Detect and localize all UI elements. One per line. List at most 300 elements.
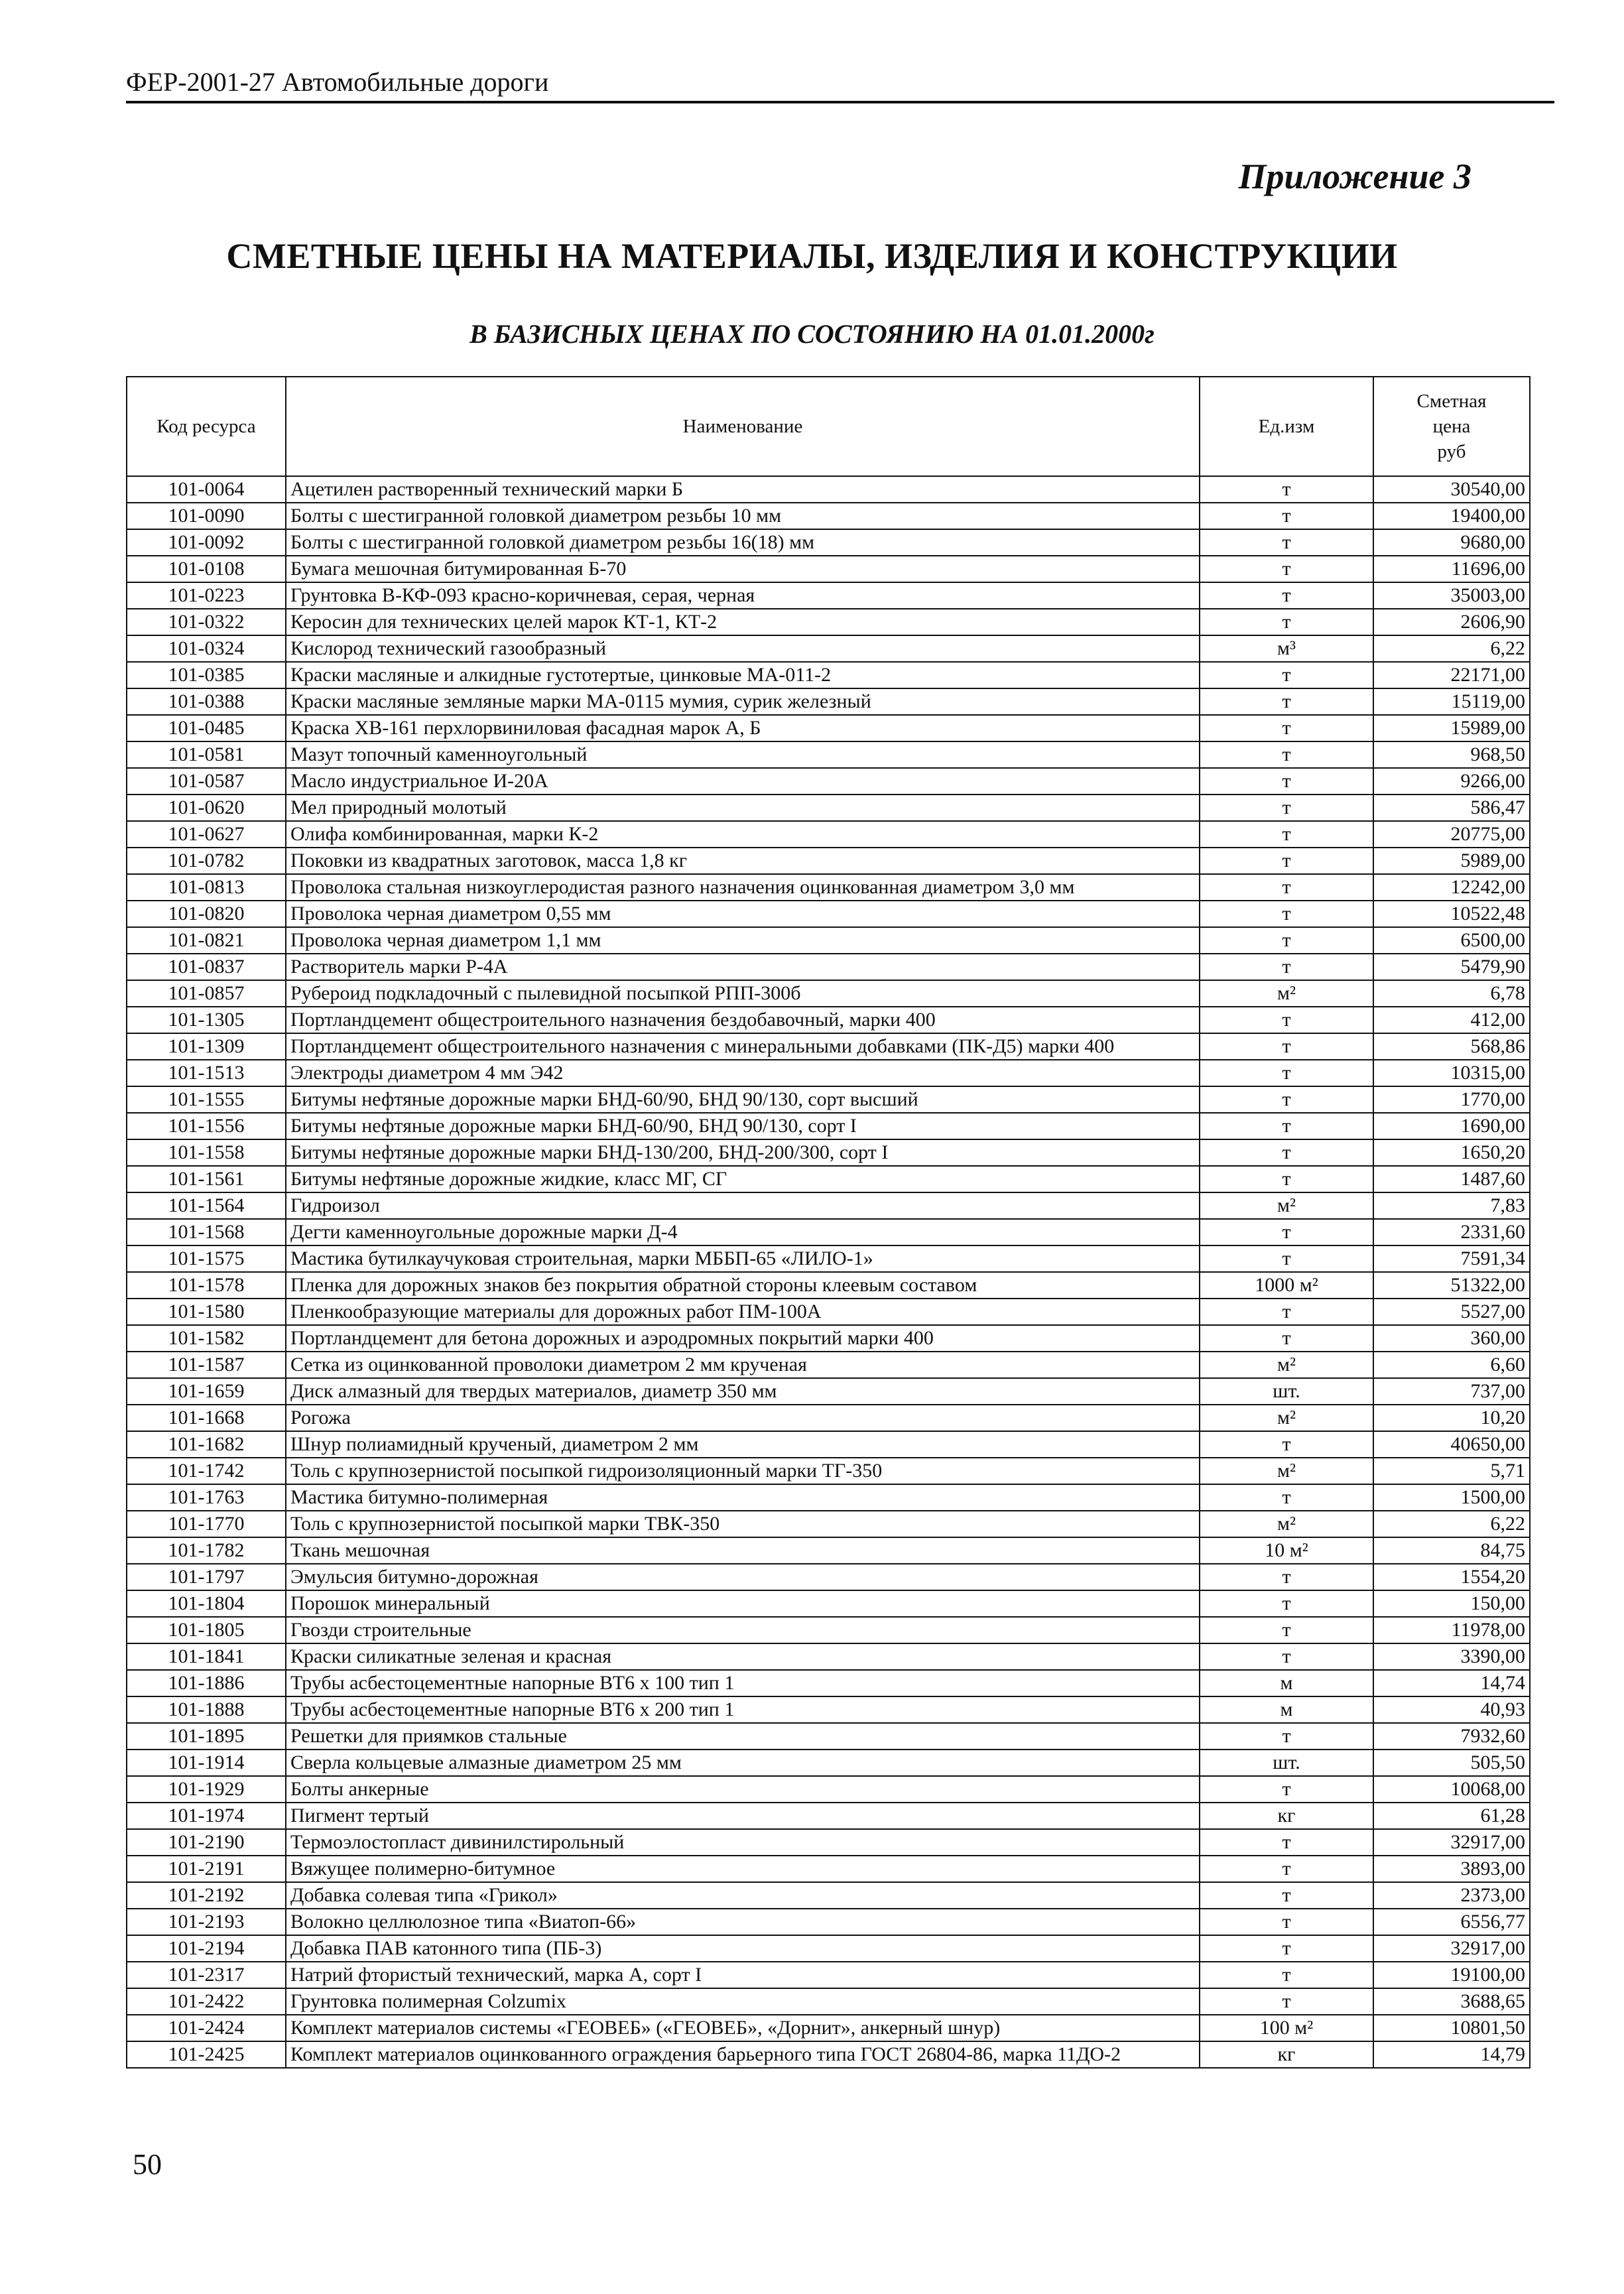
cell-price: 1690,00 — [1373, 1113, 1530, 1139]
cell-name: Вяжущее полимерно-битумное — [286, 1856, 1200, 1882]
cell-code: 101-0090 — [127, 503, 286, 529]
table-row — [127, 795, 1530, 821]
cell-price: 412,00 — [1373, 1007, 1530, 1033]
column-header-price-line2: цена — [1432, 416, 1471, 437]
cell-price: 9266,00 — [1373, 768, 1530, 795]
table-row — [127, 1352, 1530, 1378]
table-row — [127, 1909, 1530, 1935]
cell-name: Диск алмазный для твердых материалов, диаметр 350 мм — [286, 1378, 1200, 1405]
table-row — [127, 1378, 1530, 1405]
table-row — [127, 954, 1530, 980]
cell-price: 5479,90 — [1373, 954, 1530, 980]
cell-name: Проволока стальная низкоуглеродистая разного назначения оцинкованная диаметром 3,0 мм — [286, 874, 1200, 901]
cell-code: 101-1561 — [127, 1166, 286, 1192]
table-row — [127, 1272, 1530, 1299]
table-body — [127, 476, 1530, 2068]
cell-unit: т — [1200, 556, 1373, 582]
cell-unit: м² — [1200, 1192, 1373, 1219]
cell-code: 101-0620 — [127, 795, 286, 821]
table-row — [127, 1962, 1530, 1988]
cell-name: Эмульсия битумно-дорожная — [286, 1564, 1200, 1590]
cell-name: Проволока черная диаметром 1,1 мм — [286, 927, 1200, 954]
page-number: 50 — [133, 2148, 162, 2181]
cell-price: 14,74 — [1373, 1670, 1530, 1696]
cell-price: 6,60 — [1373, 1352, 1530, 1378]
table-row — [127, 768, 1530, 795]
cell-price: 3688,65 — [1373, 1988, 1530, 2015]
cell-code: 101-2190 — [127, 1829, 286, 1856]
cell-code: 101-2194 — [127, 1935, 286, 1962]
cell-name: Олифа комбинированная, марки К-2 — [286, 821, 1200, 848]
cell-unit: т — [1200, 741, 1373, 768]
cell-unit: т — [1200, 1776, 1373, 1803]
table-row — [127, 688, 1530, 715]
cell-price: 2606,90 — [1373, 609, 1530, 635]
table-row — [127, 1113, 1530, 1139]
cell-code: 101-0064 — [127, 476, 286, 503]
cell-code: 101-1886 — [127, 1670, 286, 1696]
cell-unit: 100 м² — [1200, 2015, 1373, 2041]
cell-price: 32917,00 — [1373, 1935, 1530, 1962]
cell-name: Битумы нефтяные дорожные марки БНД-130/200, БНД-200/300, сорт I — [286, 1139, 1200, 1166]
table-row — [127, 1033, 1530, 1060]
table-row — [127, 1484, 1530, 1511]
cell-unit: т — [1200, 1033, 1373, 1060]
column-header-price-line3: руб — [1437, 441, 1466, 462]
cell-name: Портландцемент для бетона дорожных и аэродромных покрытий марки 400 — [286, 1325, 1200, 1352]
cell-price: 32917,00 — [1373, 1829, 1530, 1856]
page-subtitle: В БАЗИСНЫХ ЦЕНАХ ПО СОСТОЯНИЮ НА 01.01.2000г — [469, 319, 1155, 349]
cell-price: 737,00 — [1373, 1378, 1530, 1405]
table-row — [127, 1590, 1530, 1617]
cell-code: 101-2422 — [127, 1988, 286, 2015]
cell-price: 5,71 — [1373, 1458, 1530, 1484]
cell-code: 101-0223 — [127, 582, 286, 609]
cell-price: 6556,77 — [1373, 1909, 1530, 1935]
cell-code: 101-0857 — [127, 980, 286, 1007]
table-row — [127, 1458, 1530, 1484]
cell-name: Грунтовка В-КФ-093 красно-коричневая, серая, черная — [286, 582, 1200, 609]
table-row — [127, 1856, 1530, 1882]
cell-unit: м³ — [1200, 635, 1373, 662]
cell-name: Гвозди строительные — [286, 1617, 1200, 1643]
cell-code: 101-1513 — [127, 1060, 286, 1086]
cell-price: 5527,00 — [1373, 1299, 1530, 1325]
cell-code: 101-1668 — [127, 1405, 286, 1431]
cell-name: Трубы асбестоцементные напорные ВТ6 х 100 тип 1 — [286, 1670, 1200, 1696]
cell-price: 2373,00 — [1373, 1882, 1530, 1909]
cell-price: 10068,00 — [1373, 1776, 1530, 1803]
cell-code: 101-1763 — [127, 1484, 286, 1511]
table-row — [127, 635, 1530, 662]
table-row — [127, 1882, 1530, 1909]
cell-unit: т — [1200, 821, 1373, 848]
cell-price: 2331,60 — [1373, 1219, 1530, 1245]
cell-code: 101-1841 — [127, 1643, 286, 1670]
cell-code: 101-1742 — [127, 1458, 286, 1484]
cell-code: 101-1555 — [127, 1086, 286, 1113]
table-row — [127, 1935, 1530, 1962]
cell-name: Мастика битумно-полимерная — [286, 1484, 1200, 1511]
table-row — [127, 1776, 1530, 1803]
cell-name: Пигмент тертый — [286, 1803, 1200, 1829]
table-row — [127, 476, 1530, 503]
cell-code: 101-2193 — [127, 1909, 286, 1935]
cell-code: 101-1564 — [127, 1192, 286, 1219]
cell-name: Керосин для технических целей марок КТ-1, КТ-2 — [286, 609, 1200, 635]
cell-name: Добавка солевая типа «Грикол» — [286, 1882, 1200, 1909]
cell-name: Волокно целлюлозное типа «Виатоп-66» — [286, 1909, 1200, 1935]
appendix-label: Приложение 3 — [1238, 157, 1471, 196]
cell-unit: м² — [1200, 1511, 1373, 1537]
cell-code: 101-1805 — [127, 1617, 286, 1643]
table-row — [127, 1245, 1530, 1272]
table-row — [127, 901, 1530, 927]
cell-unit: т — [1200, 1139, 1373, 1166]
table-row — [127, 1299, 1530, 1325]
cell-unit: т — [1200, 476, 1373, 503]
cell-code: 101-1575 — [127, 1245, 286, 1272]
cell-price: 20775,00 — [1373, 821, 1530, 848]
table-row — [127, 1537, 1530, 1564]
column-header-unit: Ед.изм — [1200, 377, 1373, 476]
cell-unit: кг — [1200, 2041, 1373, 2068]
cell-code: 101-0837 — [127, 954, 286, 980]
cell-code: 101-0092 — [127, 529, 286, 556]
cell-name: Грунтовка полимерная Colzumix — [286, 1988, 1200, 2015]
cell-name: Ткань мешочная — [286, 1537, 1200, 1564]
cell-name: Сетка из оцинкованной проволоки диаметром 2 мм крученая — [286, 1352, 1200, 1378]
cell-name: Мазут топочный каменноугольный — [286, 741, 1200, 768]
cell-name: Трубы асбестоцементные напорные ВТ6 х 200 тип 1 — [286, 1696, 1200, 1723]
table-header-row — [127, 377, 1530, 476]
cell-unit: т — [1200, 1113, 1373, 1139]
cell-code: 101-1582 — [127, 1325, 286, 1352]
cell-unit: т — [1200, 1909, 1373, 1935]
column-header-name: Наименование — [286, 377, 1200, 476]
cell-price: 6500,00 — [1373, 927, 1530, 954]
cell-unit: т — [1200, 1299, 1373, 1325]
cell-name: Толь с крупнозернистой посыпкой гидроизоляционный марки ТГ-350 — [286, 1458, 1200, 1484]
cell-unit: т — [1200, 529, 1373, 556]
table-row — [127, 1988, 1530, 2015]
cell-code: 101-1659 — [127, 1378, 286, 1405]
cell-code: 101-1804 — [127, 1590, 286, 1617]
cell-code: 101-0587 — [127, 768, 286, 795]
table-row — [127, 2041, 1530, 2068]
cell-unit: т — [1200, 582, 1373, 609]
cell-unit: т — [1200, 1431, 1373, 1458]
cell-name: Бумага мешочная битумированная Б-70 — [286, 556, 1200, 582]
cell-unit: т — [1200, 1723, 1373, 1750]
cell-code: 101-1770 — [127, 1511, 286, 1537]
cell-code: 101-1568 — [127, 1219, 286, 1245]
cell-price: 40,93 — [1373, 1696, 1530, 1723]
cell-price: 10315,00 — [1373, 1060, 1530, 1086]
cell-price: 35003,00 — [1373, 582, 1530, 609]
cell-name: Натрий фтористый технический, марка А, сорт I — [286, 1962, 1200, 1988]
cell-code: 101-1305 — [127, 1007, 286, 1033]
table-row — [127, 980, 1530, 1007]
cell-unit: т — [1200, 1643, 1373, 1670]
table-row — [127, 1829, 1530, 1856]
cell-price: 61,28 — [1373, 1803, 1530, 1829]
cell-name: Болты с шестигранной головкой диаметром резьбы 16(18) мм — [286, 529, 1200, 556]
column-header-price — [1373, 377, 1530, 476]
cell-unit: т — [1200, 795, 1373, 821]
cell-name: Кислород технический газообразный — [286, 635, 1200, 662]
cell-unit: 10 м² — [1200, 1537, 1373, 1564]
cell-name: Комплект материалов оцинкованного ограждения барьерного типа ГОСТ 26804-86, марка 11ДО-2 — [286, 2041, 1200, 2068]
cell-unit: т — [1200, 927, 1373, 954]
cell-code: 101-0581 — [127, 741, 286, 768]
cell-price: 19400,00 — [1373, 503, 1530, 529]
cell-name: Гидроизол — [286, 1192, 1200, 1219]
table-row — [127, 1192, 1530, 1219]
price-table — [126, 376, 1530, 2069]
cell-name: Решетки для приямков стальные — [286, 1723, 1200, 1750]
cell-price: 10801,50 — [1373, 2015, 1530, 2041]
cell-unit: т — [1200, 954, 1373, 980]
cell-price: 7,83 — [1373, 1192, 1530, 1219]
running-header: ФЕР-2001-27 Автомобильные дороги — [126, 66, 1554, 103]
table-row — [127, 1086, 1530, 1113]
table-row — [127, 741, 1530, 768]
cell-unit: 1000 м² — [1200, 1272, 1373, 1299]
cell-name: Мастика бутилкаучуковая строительная, марки МББП-65 «ЛИЛО-1» — [286, 1245, 1200, 1272]
cell-name: Порошок минеральный — [286, 1590, 1200, 1617]
cell-price: 15119,00 — [1373, 688, 1530, 715]
table-row — [127, 582, 1530, 609]
cell-price: 84,75 — [1373, 1537, 1530, 1564]
cell-unit: т — [1200, 1617, 1373, 1643]
table-row — [127, 1564, 1530, 1590]
table-row — [127, 1431, 1530, 1458]
cell-price: 6,78 — [1373, 980, 1530, 1007]
cell-unit: т — [1200, 768, 1373, 795]
cell-unit: м — [1200, 1696, 1373, 1723]
cell-name: Краски масляные и алкидные густотертые, цинковые МА-011-2 — [286, 662, 1200, 688]
cell-unit: т — [1200, 503, 1373, 529]
cell-price: 568,86 — [1373, 1033, 1530, 1060]
cell-price: 7932,60 — [1373, 1723, 1530, 1750]
cell-unit: т — [1200, 901, 1373, 927]
cell-code: 101-0324 — [127, 635, 286, 662]
cell-code: 101-0782 — [127, 848, 286, 874]
cell-code: 101-2192 — [127, 1882, 286, 1909]
cell-name: Термоэлостопласт дивинилстирольный — [286, 1829, 1200, 1856]
table-row — [127, 1696, 1530, 1723]
cell-unit: т — [1200, 874, 1373, 901]
cell-name: Рубероид подкладочный с пылевидной посыпкой РПП-300б — [286, 980, 1200, 1007]
cell-unit: т — [1200, 609, 1373, 635]
cell-unit: шт. — [1200, 1750, 1373, 1776]
cell-unit: шт. — [1200, 1378, 1373, 1405]
cell-price: 19100,00 — [1373, 1962, 1530, 1988]
cell-price: 1487,60 — [1373, 1166, 1530, 1192]
page-title: СМЕТНЫЕ ЦЕНЫ НА МАТЕРИАЛЫ, ИЗДЕЛИЯ И КОНСТРУКЦИИ — [226, 236, 1398, 276]
table-row — [127, 556, 1530, 582]
cell-name: Краски масляные земляные марки МА-0115 мумия, сурик железный — [286, 688, 1200, 715]
cell-unit: т — [1200, 715, 1373, 741]
table-row — [127, 1723, 1530, 1750]
cell-price: 1650,20 — [1373, 1139, 1530, 1166]
cell-name: Битумы нефтяные дорожные марки БНД-60/90, БНД 90/130, сорт I — [286, 1113, 1200, 1139]
cell-price: 6,22 — [1373, 1511, 1530, 1537]
cell-code: 101-0627 — [127, 821, 286, 848]
cell-price: 3390,00 — [1373, 1643, 1530, 1670]
table-row — [127, 874, 1530, 901]
cell-code: 101-1914 — [127, 1750, 286, 1776]
cell-name: Болты анкерные — [286, 1776, 1200, 1803]
cell-code: 101-2424 — [127, 2015, 286, 2041]
column-header-price-line1: Сметная — [1416, 391, 1487, 412]
cell-name: Проволока черная диаметром 0,55 мм — [286, 901, 1200, 927]
cell-name: Краски силикатные зеленая и красная — [286, 1643, 1200, 1670]
cell-code: 101-0813 — [127, 874, 286, 901]
cell-name: Масло индустриальное И-20А — [286, 768, 1200, 795]
cell-unit: т — [1200, 1590, 1373, 1617]
cell-name: Сверла кольцевые алмазные диаметром 25 мм — [286, 1750, 1200, 1776]
cell-name: Растворитель марки Р-4А — [286, 954, 1200, 980]
table-row — [127, 821, 1530, 848]
cell-name: Шнур полиамидный крученый, диаметром 2 мм — [286, 1431, 1200, 1458]
cell-code: 101-0322 — [127, 609, 286, 635]
cell-code: 101-1587 — [127, 1352, 286, 1378]
table-row — [127, 1166, 1530, 1192]
cell-unit: т — [1200, 1007, 1373, 1033]
cell-unit: т — [1200, 1086, 1373, 1113]
table-row — [127, 1803, 1530, 1829]
cell-unit: т — [1200, 1219, 1373, 1245]
cell-name: Электроды диаметром 4 мм Э42 — [286, 1060, 1200, 1086]
cell-price: 968,50 — [1373, 741, 1530, 768]
cell-name: Болты с шестигранной головкой диаметром резьбы 10 мм — [286, 503, 1200, 529]
table-row — [127, 529, 1530, 556]
cell-price: 40650,00 — [1373, 1431, 1530, 1458]
cell-code: 101-0820 — [127, 901, 286, 927]
cell-price: 15989,00 — [1373, 715, 1530, 741]
cell-unit: т — [1200, 1060, 1373, 1086]
cell-name: Битумы нефтяные дорожные марки БНД-60/90, БНД 90/130, сорт высший — [286, 1086, 1200, 1113]
cell-name: Битумы нефтяные дорожные жидкие, класс МГ, СГ — [286, 1166, 1200, 1192]
cell-unit: т — [1200, 1829, 1373, 1856]
cell-price: 505,50 — [1373, 1750, 1530, 1776]
cell-code: 101-2191 — [127, 1856, 286, 1882]
cell-code: 101-1558 — [127, 1139, 286, 1166]
cell-unit: т — [1200, 1166, 1373, 1192]
cell-unit: м² — [1200, 1352, 1373, 1378]
table-row — [127, 1060, 1530, 1086]
cell-price: 10,20 — [1373, 1405, 1530, 1431]
cell-name: Рогожа — [286, 1405, 1200, 1431]
table-row — [127, 1325, 1530, 1352]
cell-price: 10522,48 — [1373, 901, 1530, 927]
cell-name: Дегти каменноугольные дорожные марки Д-4 — [286, 1219, 1200, 1245]
cell-name: Портландцемент общестроительного назначения с минеральными добавками (ПК-Д5) марки 400 — [286, 1033, 1200, 1060]
table-row — [127, 1007, 1530, 1033]
table-row — [127, 1405, 1530, 1431]
cell-price: 51322,00 — [1373, 1272, 1530, 1299]
cell-code: 101-0388 — [127, 688, 286, 715]
cell-name: Ацетилен растворенный технический марки Б — [286, 476, 1200, 503]
cell-unit: т — [1200, 1564, 1373, 1590]
cell-code: 101-2425 — [127, 2041, 286, 2068]
cell-name: Портландцемент общестроительного назначения бездобавочный, марки 400 — [286, 1007, 1200, 1033]
cell-name: Краска ХВ-161 перхлорвиниловая фасадная марок А, Б — [286, 715, 1200, 741]
table-row — [127, 1139, 1530, 1166]
table-row — [127, 1617, 1530, 1643]
cell-price: 30540,00 — [1373, 476, 1530, 503]
cell-code: 101-0108 — [127, 556, 286, 582]
cell-unit: т — [1200, 688, 1373, 715]
cell-name: Пленка для дорожных знаков без покрытия обратной стороны клеевым составом — [286, 1272, 1200, 1299]
cell-name: Поковки из квадратных заготовок, масса 1,8 кг — [286, 848, 1200, 874]
cell-price: 6,22 — [1373, 635, 1530, 662]
cell-price: 1770,00 — [1373, 1086, 1530, 1113]
cell-code: 101-1974 — [127, 1803, 286, 1829]
cell-unit: т — [1200, 1882, 1373, 1909]
cell-name: Комплект материалов системы «ГЕОВЕБ» («ГЕОВЕБ», «Дорнит», анкерный шнур) — [286, 2015, 1200, 2041]
table-row — [127, 715, 1530, 741]
cell-unit: т — [1200, 1245, 1373, 1272]
cell-name: Толь с крупнозернистой посыпкой марки ТВК-350 — [286, 1511, 1200, 1537]
cell-price: 1554,20 — [1373, 1564, 1530, 1590]
cell-unit: м² — [1200, 1458, 1373, 1484]
cell-code: 101-1682 — [127, 1431, 286, 1458]
column-header-code: Код ресурса — [127, 377, 286, 476]
price-table-wrapper — [126, 376, 1530, 2069]
cell-unit: т — [1200, 662, 1373, 688]
cell-name: Мел природный молотый — [286, 795, 1200, 821]
table-row — [127, 1219, 1530, 1245]
table-row — [127, 1643, 1530, 1670]
cell-code: 101-1782 — [127, 1537, 286, 1564]
cell-price: 1500,00 — [1373, 1484, 1530, 1511]
cell-code: 101-1797 — [127, 1564, 286, 1590]
cell-code: 101-0385 — [127, 662, 286, 688]
cell-code: 101-0485 — [127, 715, 286, 741]
cell-unit: т — [1200, 1962, 1373, 1988]
cell-price: 360,00 — [1373, 1325, 1530, 1352]
table-row — [127, 848, 1530, 874]
table-row — [127, 1670, 1530, 1696]
cell-unit: т — [1200, 1325, 1373, 1352]
cell-price: 7591,34 — [1373, 1245, 1530, 1272]
table-row — [127, 503, 1530, 529]
cell-code: 101-1309 — [127, 1033, 286, 1060]
cell-name: Пленкообразующие материалы для дорожных работ ПМ-100А — [286, 1299, 1200, 1325]
cell-unit: м² — [1200, 980, 1373, 1007]
cell-price: 11696,00 — [1373, 556, 1530, 582]
cell-unit: кг — [1200, 1803, 1373, 1829]
cell-price: 12242,00 — [1373, 874, 1530, 901]
cell-code: 101-1556 — [127, 1113, 286, 1139]
cell-unit: м² — [1200, 1405, 1373, 1431]
cell-name: Добавка ПАВ катонного типа (ПБ-3) — [286, 1935, 1200, 1962]
cell-price: 150,00 — [1373, 1590, 1530, 1617]
table-row — [127, 2015, 1530, 2041]
table-row — [127, 927, 1530, 954]
cell-price: 3893,00 — [1373, 1856, 1530, 1882]
table-row — [127, 609, 1530, 635]
cell-code: 101-1895 — [127, 1723, 286, 1750]
cell-code: 101-1888 — [127, 1696, 286, 1723]
cell-price: 5989,00 — [1373, 848, 1530, 874]
cell-price: 9680,00 — [1373, 529, 1530, 556]
table-row — [127, 1750, 1530, 1776]
cell-unit: т — [1200, 1935, 1373, 1962]
